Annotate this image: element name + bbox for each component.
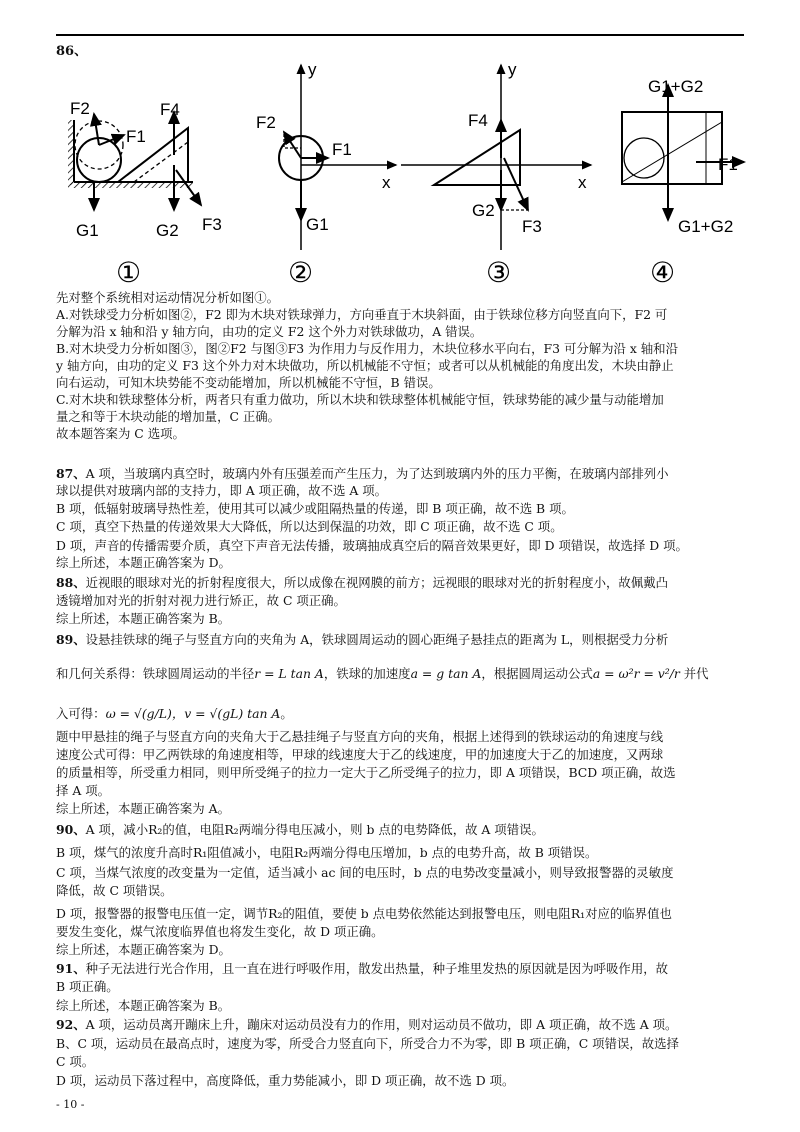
q89-line-4: 题中甲悬挂的绳子与竖直方向的夹角大于乙悬挂绳子与竖直方向的夹角，根据上述得到的铁球运动的角速度与线 xyxy=(56,729,664,744)
q92-number: 92、 xyxy=(56,1017,86,1032)
q91-line-2: B 项正确。 xyxy=(56,979,119,994)
q87-line-2: 球以提供对玻璃内部的支持力，即 A 项正确，故不选 A 项。 xyxy=(56,483,388,498)
q90-line-5: D 项，报警器的报警电压值一定，调节R₂的阻值，要使 b 点电势依然能达到报警电压，则电阻R₁对应的临界值也 xyxy=(56,906,672,921)
question-86-number: 86、 xyxy=(56,44,88,59)
q89-answer: 综上所述，本题正确答案为 A。 xyxy=(56,801,230,816)
label-G2: G2 xyxy=(472,201,495,220)
label-G1: G1 xyxy=(306,215,329,234)
q89-line-6: 的质量相等，所受重力相同，则甲所受绳子的拉力一定大于乙所受绳子的拉力，即 A 项错误，BCD 项正确，故选 xyxy=(56,765,676,780)
q86-line-1: 先对整个系统相对运动情况分析如图①。 xyxy=(56,290,280,305)
q89-line-7: 择 A 项。 xyxy=(56,783,110,798)
q87-line-3: B 项，低辐射玻璃导热性差，使用其可以减少或阻隔热量的传递，即 B 项正确，故不选 B 项。 xyxy=(56,501,574,516)
q92-line-1: 92、A 项，运动员离开蹦床上升，蹦床对运动员没有力的作用，则对运动员不做功，即 A 项正确，故不选 A 项。 xyxy=(56,1017,678,1032)
q89-number: 89、 xyxy=(56,632,86,647)
page-number: - 10 - xyxy=(56,1098,85,1111)
q86-line-8: 量之和等于木块动能的增加量，C 正确。 xyxy=(56,409,281,424)
q92-line-3: C 项。 xyxy=(56,1054,95,1069)
q87-number: 87、 xyxy=(56,466,86,481)
q86-line-5: y 轴方向，由功的定义 F3 这个外力对木块做功，所以机械能不守恒；或者可以从机械能的角度出发，木块由静止 xyxy=(56,358,674,373)
label-y: y xyxy=(308,60,317,79)
q91-answer: 综上所述，本题正确答案为 B。 xyxy=(56,998,231,1013)
q89-line-5: 速度公式可得：甲乙两铁球的角速度相等，甲球的线速度大于乙的线速度，甲的加速度大于乙的加速度，又两球 xyxy=(56,747,664,762)
label-x: x xyxy=(578,173,587,192)
q90-line-1: 90、A 项，减小R₂的值，电阻R₂两端分得电压减小，则 b 点的电势降低，故 A 项错误。 xyxy=(56,822,544,837)
q92-line-2: B、C 项，运动员在最高点时，速度为零，所受合力竖直向下，所受合力不为零，即 B 项正确，C 项错误，故选择 xyxy=(56,1036,679,1051)
q86-line-6: 向右运动，可知木块势能不变动能增加，所以机械能不守恒，B 错误。 xyxy=(56,375,441,390)
q86-line-2: A.对铁球受力分析如图②，F2 即为木块对铁球弹力，方向垂直于木块斜面，由于铁球位移方向竖直向下，F2 可 xyxy=(56,307,668,322)
q87-line-4: C 项，真空下热量的传递效果大大降低，所以达到保温的功效，即 C 项正确，故不选 C 项。 xyxy=(56,519,563,534)
q88-line-1: 88、近视眼的眼球对光的折射程度很大，所以成像在视网膜的前方；远视眼的眼球对光的折射程度小，故佩戴凸 xyxy=(56,575,668,590)
header-rule xyxy=(56,34,744,36)
q87-line-5: D 项，声音的传播需要介质，真空下声音无法传播，玻璃抽成真空后的隔音效果更好，即 D 项错误，故选择 D 项。 xyxy=(56,538,688,553)
label-y: y xyxy=(508,60,517,79)
label-G1: G1 xyxy=(76,221,99,240)
q89-line-1: 89、设悬挂铁球的绳子与竖直方向的夹角为 A，铁球圆周运动的圆心距绳子悬挂点的距离为 L，则根据受力分析 xyxy=(56,632,669,647)
diagram-2-number: ② xyxy=(288,257,314,288)
q88-number: 88、 xyxy=(56,575,86,590)
formula-acceleration: a = g tan A xyxy=(410,666,482,681)
q89-line-2: 和几何关系得：铁球圆周运动的半径r = L tan A，铁球的加速度a = g tan A，根据圆周运动公式a = ω²r = v²/r 并代 xyxy=(56,666,709,681)
diagram-2 xyxy=(256,60,396,288)
label-F1: F1 xyxy=(332,140,352,159)
q90-line-3: C 项，当煤气浓度的改变量为一定值，适当减小 ac 间的电压时，b 点的电势改变量减小，则导致报警器的灵敏度 xyxy=(56,865,674,880)
diagram-1-number: ① xyxy=(116,257,142,288)
formula-omega-v: ω = √(g/L)，v = √(gL) tan A xyxy=(105,706,281,721)
label-F3: F3 xyxy=(522,217,542,236)
q86-answer: 故本题答案为 C 选项。 xyxy=(56,426,185,441)
q89-line-3: 入可得：ω = √(g/L)，v = √(gL) tan A。 xyxy=(56,706,293,721)
label-F1: F1 xyxy=(126,127,146,146)
q92-line-4: D 项，运动员下落过程中，高度降低，重力势能减小，即 D 项正确，故不选 D 项。 xyxy=(56,1073,515,1088)
label-x: x xyxy=(382,173,391,192)
label-G1G2-bottom: G1+G2 xyxy=(678,217,734,236)
q91-number: 91、 xyxy=(56,961,86,976)
label-F2: F2 xyxy=(70,99,90,118)
label-F2: F2 xyxy=(256,113,276,132)
formula-circular-motion: a = ω²r = v²/r xyxy=(592,666,680,681)
q87-line-1: 87、A 项，当玻璃内真空时，玻璃内外有压强差而产生压力，为了达到玻璃内外的压力平衡，在玻璃内部排列小 xyxy=(56,466,669,481)
q90-number: 90、 xyxy=(56,822,86,837)
label-G2: G2 xyxy=(156,221,179,240)
label-F3: F3 xyxy=(202,215,222,234)
wedge-block-3 xyxy=(434,130,520,185)
q90-line-2: B 项，煤气的浓度升高时R₁阻值减小，电阻R₂两端分得电压增加，b 点的电势升高，故 B 项错误。 xyxy=(56,845,598,860)
label-F4: F4 xyxy=(160,100,180,119)
diagram-4-number: ④ xyxy=(650,257,676,288)
label-F4: F4 xyxy=(468,111,488,130)
q86-line-4: B.对木块受力分析如图③，图②F2 与图③F3 为作用力与反作用力，木块位移水平向右，F3 可分解为沿 x 轴和沿 xyxy=(56,341,678,356)
q88-answer: 综上所述，本题正确答案为 B。 xyxy=(56,611,231,626)
diagram-3-number: ③ xyxy=(486,257,512,288)
q90-line-4: 降低，故 C 项错误。 xyxy=(56,883,173,898)
label-G1G2-top: G1+G2 xyxy=(648,77,704,96)
q86-line-7: C.对木块和铁球整体分析，两者只有重力做功，所以木块和铁球整体机械能守恒，铁球势能的减少量与动能增加 xyxy=(56,392,664,407)
diagram-4 xyxy=(622,77,744,288)
diagram-1 xyxy=(68,99,222,288)
formula-radius: r = L tan A xyxy=(254,666,324,681)
q91-line-1: 91、种子无法进行光合作用，且一直在进行呼吸作用，散发出热量，种子堆里发热的原因就是因为呼吸作用，故 xyxy=(56,961,668,976)
q88-line-2: 透镜增加对光的折射对视力进行矫正，故 C 项正确。 xyxy=(56,593,346,608)
diagram-3 xyxy=(401,60,591,288)
q90-line-6: 要发生变化，煤气浓度临界值也将发生变化，故 D 项正确。 xyxy=(56,924,384,939)
q86-line-3: 分解为沿 x 轴和沿 y 轴方向，由功的定义 F2 这个外力对铁球做功，A 错误。 xyxy=(56,324,483,339)
q90-answer: 综上所述，本题正确答案为 D。 xyxy=(56,942,231,957)
label-F1: F1 xyxy=(718,155,738,174)
q87-answer: 综上所述，本题正确答案为 D。 xyxy=(56,555,231,570)
force-diagrams-figure xyxy=(56,50,756,290)
